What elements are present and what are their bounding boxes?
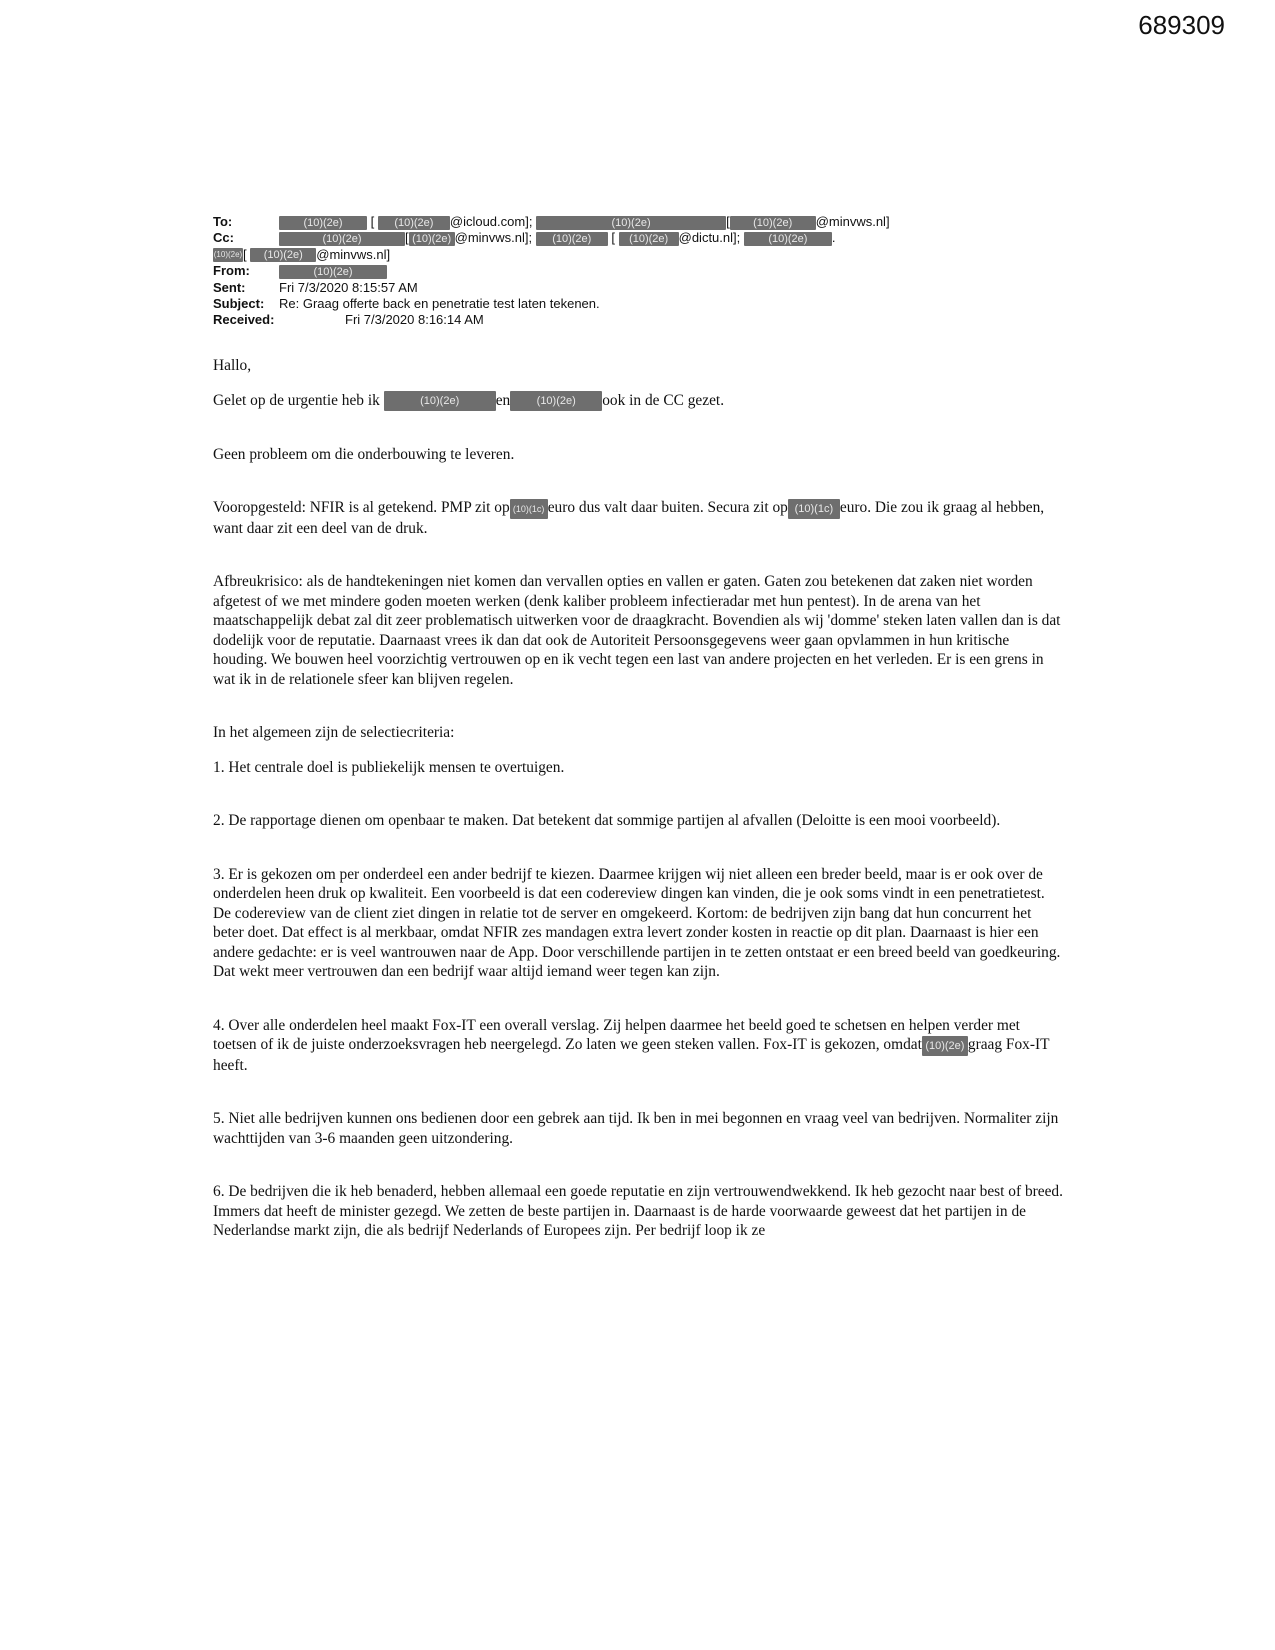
to-row: To: (10)(2e) [ (10)(2e) @icloud.com]; (10)(2e) [ (10)(2e) @minvws.nl]	[213, 214, 890, 229]
redaction-box: (10)(2e)	[536, 216, 726, 230]
cc-row-continued: (10)(2e)[ (10)(2e) @minvws.nl]	[213, 246, 391, 262]
subject-label: Subject:	[213, 296, 265, 312]
email-header	[213, 214, 1033, 329]
paragraph-selectiecriteria: In het algemeen zijn de selectiecriteria:	[213, 724, 455, 742]
received-value: Fri 7/3/2020 8:16:14 AM	[345, 312, 484, 328]
redaction-box: (10)(2e)	[250, 248, 316, 262]
received-row	[213, 312, 1033, 328]
redaction-box: (10)(2e)	[744, 232, 832, 246]
redaction-box: (10)(2e)	[619, 232, 679, 246]
cc-row: Cc: (10)(2e) [ (10)(2e) @minvws.nl]; (10)(2e) [ (10)(2e) @dictu.nl]; (10)(2e) .	[213, 230, 836, 246]
list-item-3: 3. Er is gekozen om per onderdeel een ander bedrijf te kiezen. Daarmee krijgen wij niet alleen een breder beeld, maar is er ook over de onderdelen heen druk op kwaliteit. Een voorbeeld is dat een codereview dingen kan vinden, die je ook soms vindt in een penetratietest. De codereview van de client ziet dingen in relatie tot de server en omgekeerd. Kortom: de bedrijven zijn bang dat hun concurrent het beter doet. Dat effect is al merkbaar, omdat NFIR zes mandagen extra levert zonder kosten in reactie op dit plan. Daarnaast is hier een andere gedachte: er is veel wantrouwen naar de App. Door verschillende partijen in te zetten ontstaat er een breed beeld van goedkeuring. Dat wekt meer vertrouwen dan een bedrijf waar altijd iemand weer tegen kan zijn.	[213, 865, 1061, 981]
paragraph-cc-note: Gelet op de urgentie heb ik (10)(2e) en (10)(2e) ook in de CC gezet.	[213, 391, 1063, 411]
redaction-box: (10)(1c)	[510, 499, 548, 519]
received-label: Received:	[213, 312, 275, 328]
to-label: To:	[213, 214, 233, 229]
list-item-4: 4. Over alle onderdelen heel maakt Fox-IT een overall verslag. Zij helpen daarmee het beeld goed te schetsen en helpen verder met toetsen of ik de juiste onderzoeksvragen heb neergelegd. Zo laten we geen steken vallen. Fox-IT is gekozen, omdat (10)(2e) graag Fox-IT heeft.	[213, 1016, 1050, 1074]
cc-line2-minvws-domain: @minvws.nl]	[316, 246, 391, 262]
from-label: From:	[213, 263, 250, 279]
redaction-box: (10)(2e)	[213, 248, 243, 262]
redaction-box: (10)(2e)	[510, 391, 602, 411]
redaction-box: (10)(2e)	[922, 1036, 968, 1056]
document-number: 689309	[1138, 10, 1225, 40]
from-row	[213, 263, 1033, 279]
paragraph-vooropgesteld: Vooropgesteld: NFIR is al getekend. PMP zit op (10)(1c) euro dus valt daar buiten. Secura zit op (10)(1c) euro. Die zou ik graag al hebben, want daar zit een deel van de druk.	[213, 499, 1045, 537]
paragraph-afbreukrisico: Afbreukrisico: als de handtekeningen niet komen dan vervallen opties en vallen er gaten. Gaten zou betekenen dat zaken niet worden afgetest of we met mindere goden moeten werken (denk kaliber probleem infectieradar met hun pentest). In de arena van het maatschappelijk debat zal dit zeer problematisch uitwerken voor de draagkracht. Bovendien als wij 'domme' steken laten vallen dan is dat dodelijk voor de reputatie. Daarnaast vrees ik dan dat ook de Autoriteit Persoonsgegevens weer gaan opvlammen in hun kritische houding. We bouwen heel voorzichtig vertrouwen op en ik vecht tegen een last van andere projecten en het verleden. Er is een grens in wat ik in de relationele sfeer kan blijven regelen.	[213, 573, 1061, 688]
email-body	[213, 356, 1063, 1241]
cc-minvws-domain: @minvws.nl];	[454, 230, 533, 246]
redaction-box: (10)(2e)	[279, 216, 367, 230]
redaction-box: (10)(2e)	[378, 216, 450, 230]
redaction-box: (10)(2e)	[279, 232, 405, 246]
sent-value: Fri 7/3/2020 8:15:57 AM	[279, 279, 418, 295]
sent-label: Sent:	[213, 279, 246, 295]
greeting: Hallo,	[213, 357, 252, 374]
to-minvws-domain: @minvws.nl]	[815, 214, 890, 229]
sent-row	[213, 280, 1033, 296]
cc-label: Cc:	[213, 230, 234, 246]
redaction-box: (10)(2e)	[409, 232, 455, 246]
list-item-5: 5. Niet alle bedrijven kunnen ons bedienen door een gebrek aan tijd. Ik ben in mei begonnen en vraag veel van bedrijven. Normaliter zijn wachttijden van 3-6 maanden geen uitzondering.	[213, 1110, 1059, 1147]
list-item-1: 1. Het centrale doel is publiekelijk mensen te overtuigen.	[213, 758, 565, 776]
redaction-box: (10)(2e)	[730, 216, 816, 230]
redaction-box: (10)(2e)	[384, 391, 496, 411]
cc-dictu-domain: @dictu.nl];	[678, 230, 741, 246]
list-item-6: 6. De bedrijven die ik heb benaderd, hebben allemaal een goede reputatie en zijn vertrouwendwekkend. Ik heb gezocht naar best of breed. Immers dat heeft de minister gezegd. We zetten de beste partijen in. Daarnaast is de harde voorwaarde geweest dat het partijen in de Nederlandse markt zijn, die als bedrijf Nederlands of Europees zijn. Per bedrijf loop ik ze	[213, 1183, 1063, 1240]
subject-value: Re: Graag offerte back en penetratie test laten tekenen.	[279, 296, 600, 312]
paragraph-onderbouwing: Geen probleem om die onderbouwing te leveren.	[213, 445, 515, 463]
list-item-2: 2. De rapportage dienen om openbaar te maken. Dat betekent dat sommige partijen al afvallen (Deloitte is een mooi voorbeeld).	[213, 812, 1001, 830]
subject-row	[213, 296, 1033, 312]
redaction-box: (10)(1c)	[788, 499, 840, 519]
redaction-box: (10)(2e)	[536, 232, 608, 246]
redaction-box: (10)(2e)	[279, 265, 387, 279]
to-icloud-domain: @icloud.com];	[449, 214, 533, 229]
